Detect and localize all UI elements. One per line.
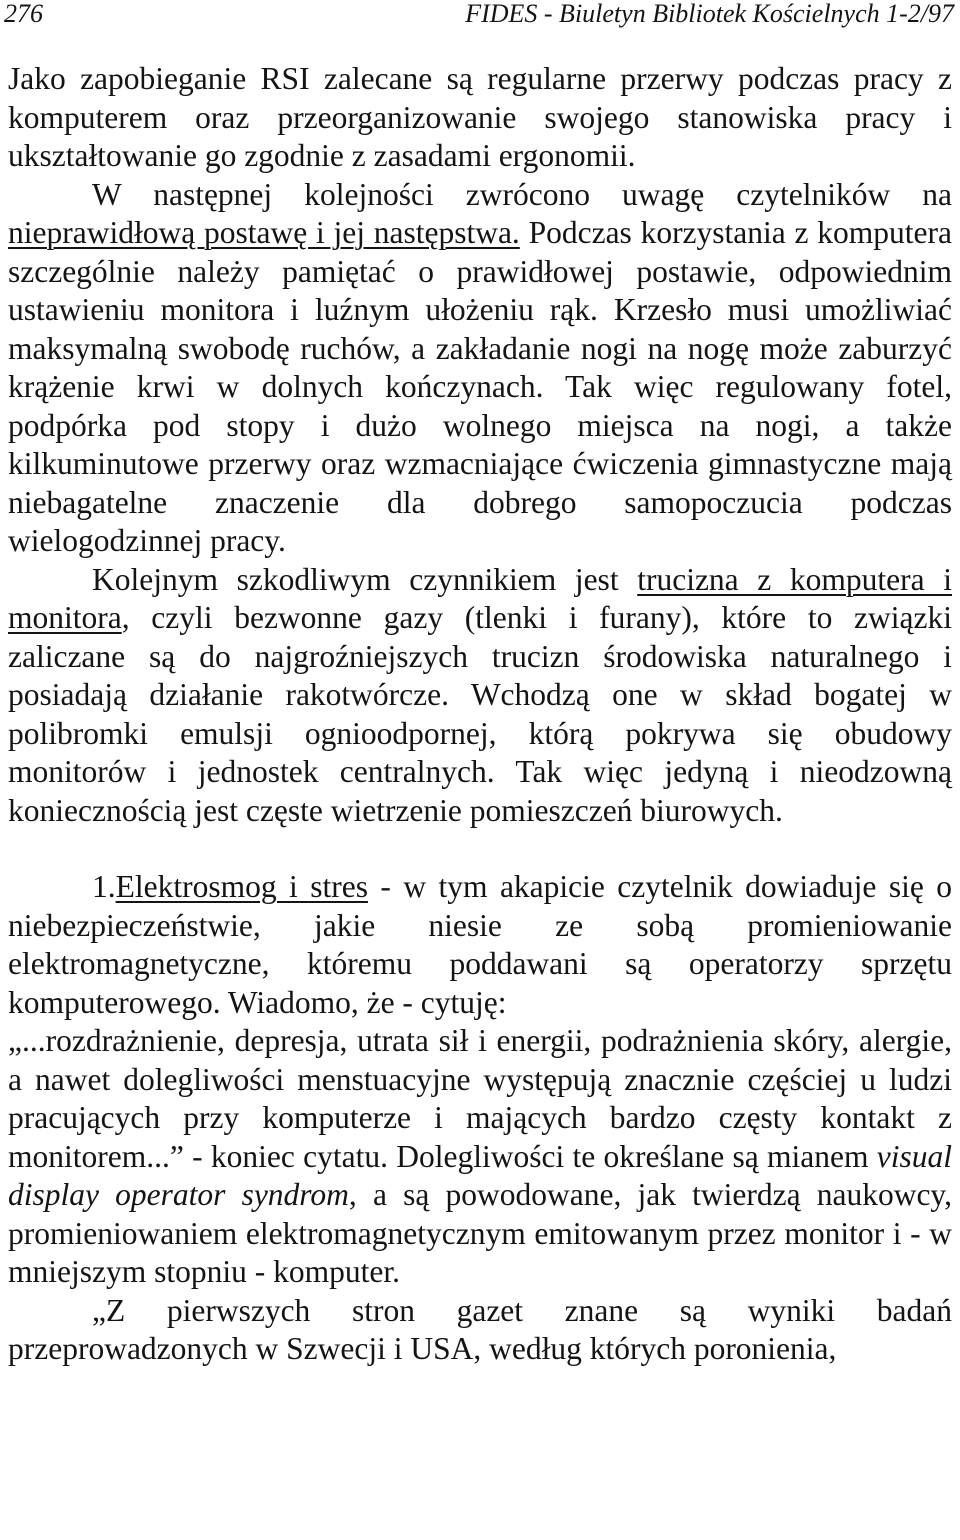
- paragraph-quote: [8, 1022, 952, 1292]
- paragraph-studies: [8, 1292, 952, 1369]
- paragraph-text: „Z pierwszych stron gazet znane są wyniki badań przeprowadzonych w Szwecji i USA, według których poronienia,: [8, 1292, 952, 1366]
- paragraph-rsi-prevention: [8, 60, 952, 176]
- paragraph-text: W następnej kolejności zwrócono uwagę czytelników na: [92, 176, 952, 212]
- running-header: [4, 0, 954, 28]
- running-title: FIDES - Biuletyn Bibliotek Kościelnych 1-2/97: [465, 0, 954, 28]
- paragraph-text: Kolejnym szkodliwym czynnikiem jest: [92, 561, 638, 597]
- body-text: [8, 60, 952, 1369]
- paragraph-text: , a są powodowane, jak twierdzą naukowcy, promieniowaniem elektromagnetycznym emitowanym przez monitor i - w mniejszym stopniu - komputer.: [8, 1177, 953, 1289]
- underlined-phrase: nieprawidłową postawę i jej następstwa.: [8, 215, 520, 250]
- italic-term: visual display operator syndrom: [8, 1138, 952, 1212]
- paragraph-toxins: [8, 561, 952, 831]
- paragraph-text: - w tym akapicie czytelnik dowiaduje się o niebezpieczeństwie, jakie niesie ze sobą promieniowanie elektromagnetyczne, któremu poddawani są operatorzy sprzętu komputerowego. Wiadomo, że - cytuję:: [8, 869, 953, 1020]
- paragraph-text: , czyli bezwonne gazy (tlenki i furany), które to związki zaliczane są do najgroźniejszych trucizn środowiska naturalnego i posiadają działanie rakotwórcze. Wchodzą one w skład bogatej w polibromki emulsji ognioodpornej, którą pokrywa się obudowy monitorów i jednostek centralnych. Tak więc jedyną i nieodzowną koniecznością jest częste wietrzenie pomieszczeń biurowych.: [8, 600, 952, 828]
- paragraph-posture: [8, 176, 952, 561]
- page-number: 276: [4, 0, 43, 28]
- paragraph-text: Jako zapobieganie RSI zalecane są regularne przerwy podczas pracy z komputerem oraz przeorganizowanie swojego stanowiska pracy i ukształtowanie go zgodnie z zasadami ergonomii.: [8, 61, 952, 173]
- section-heading: Elektrosmog i stres: [115, 869, 368, 904]
- paragraph-text: Podczas korzystania z komputera szczególnie należy pamiętać o prawidłowej postawie, odpowiednim ustawieniu monitora i luźnym ułożeniu rąk. Krzesło musi umożliwiać maksymalną swobodę ruchów, a zakładanie nogi na nogę może zaburzyć krążenie krwi w dolnych kończynach. Tak więc regulowany fotel, podpórka pod stopy i dużo wolnego miejsca na nogi, a także kilkuminutowe przerwy oraz wzmacniające ćwiczenia gimnastyczne mają niebagatelne znaczenie dla dobrego samopoczucia podczas wielogodzinnej pracy.: [8, 215, 952, 558]
- section-number: 1.: [92, 869, 116, 904]
- paragraph-text: „...rozdrażnienie, depresja, utrata sił i energii, podrażnienia skóry, alergie, a nawet dolegliwości menstuacyjne występują znacznie częściej u ludzi pracujących przy komputerze i mających bardzo częsty kontakt z monitorem...” - koniec cytatu. Dolegliwości te określane są mianem: [8, 1023, 952, 1174]
- paragraph-electrosmog: [8, 868, 952, 1022]
- underlined-phrase: trucizna z komputera i monitora: [8, 561, 952, 635]
